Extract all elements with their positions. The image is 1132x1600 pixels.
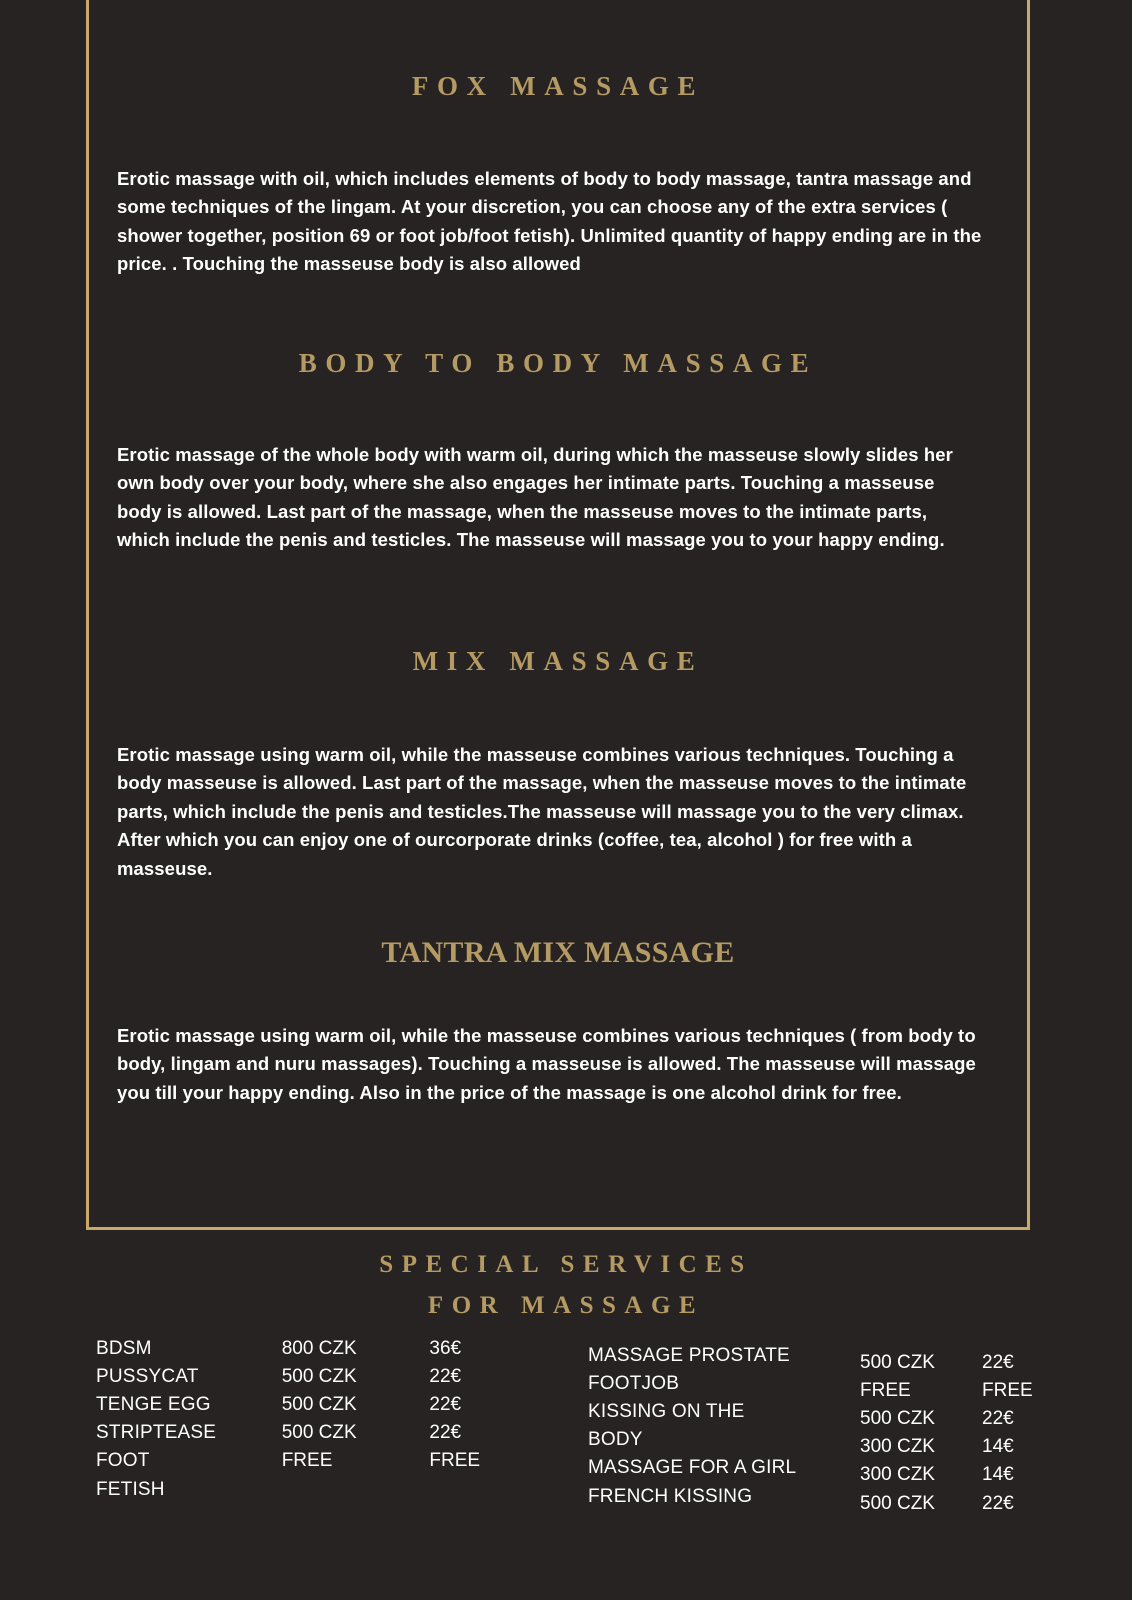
service-price-eur: 22€ (982, 1408, 1014, 1430)
service-price-czk: 300 CZK (860, 1464, 935, 1486)
service-price-czk: 500 CZK (860, 1352, 935, 1373)
service-price-eur: 22€ (429, 1394, 462, 1416)
service-name: MASSAGE PROSTATE (588, 1345, 790, 1366)
service-name: PUSSYCAT (96, 1366, 199, 1388)
special-services-heading-line2: FOR MASSAGE (427, 1291, 705, 1319)
service-price-eur: 22€ (429, 1366, 462, 1388)
table-row (96, 1447, 556, 1475)
price-table-left-column (96, 1335, 556, 1504)
section-title-fox-massage: FOX MASSAGE (411, 71, 705, 101)
special-services-price-area (0, 1335, 1132, 1565)
table-row (96, 1419, 556, 1447)
service-price-eur: 22€ (982, 1352, 1014, 1373)
service-price-czk: 500 CZK (281, 1394, 357, 1416)
service-name: FOOTJOB (588, 1373, 680, 1395)
service-price-eur: 14€ (982, 1464, 1014, 1486)
service-price-czk: 500 CZK (860, 1492, 935, 1514)
section-text-body-to-body-massage: Erotic massage of the whole body with warm oil, during which the masseuse slowly slides her own body over your body, where she also engages her intimate parts. Touching a masseuse body is allowed. Last part of the massage, when the masseuse moves to the intimate parts, which include the penis and testicles. The masseuse will massage you to your happy ending. (117, 444, 953, 551)
service-price-czk: 500 CZK (281, 1422, 357, 1444)
price-table-right (588, 1342, 1058, 1514)
section-title-mix-massage: MIX MASSAGE (412, 646, 704, 676)
service-price-czk: FREE (281, 1450, 333, 1472)
service-price-czk: FREE (860, 1380, 911, 1402)
service-price-czk (282, 1476, 430, 1504)
service-name: TENGE EGG (96, 1394, 211, 1416)
service-name: KISSING ON THE (588, 1401, 745, 1423)
service-name: FOOT (96, 1450, 150, 1472)
section-title-tantra-mix-massage: TANTRA MIX MASSAGE (381, 936, 735, 969)
service-price-eur: 22€ (429, 1422, 462, 1444)
service-name: FRENCH KISSING (588, 1485, 753, 1507)
services-panel (86, 0, 1030, 1230)
section-text-fox-massage: Erotic massage with oil, which includes elements of body to body massage, tantra massage and some techniques of the lingam. At your discretion, you can choose any of the extra services ( shower together, position 69 or foot job/foot fetish). Unlimited quantity of happy ending are in the price. . Touching the masseuse body is also allowed (117, 168, 982, 275)
price-table-right-column (588, 1342, 1058, 1514)
special-services-heading (0, 1245, 1132, 1326)
service-price-czk: 500 CZK (860, 1408, 935, 1430)
price-table-left (96, 1335, 556, 1504)
section-title-body-to-body-massage: BODY TO BODY MASSAGE (298, 348, 818, 378)
services-panel-inner (89, 0, 1027, 1227)
table-row (96, 1335, 556, 1363)
service-name: MASSAGE FOR A GIRL (588, 1457, 797, 1479)
service-price-eur: FREE (429, 1450, 481, 1472)
service-name: STRIPTEASE (96, 1422, 217, 1444)
service-name: BODY (588, 1429, 643, 1451)
service-price-eur: 22€ (982, 1492, 1014, 1514)
service-price-czk: 300 CZK (860, 1436, 935, 1458)
table-row (96, 1363, 556, 1391)
section-text-mix-massage: Erotic massage using warm oil, while the masseuse combines various techniques. Touching a body masseuse is allowed. Last part of the massage, when the masseuse moves to the intimate parts, which include the penis and testicles.The masseuse will massage you to the very climax. After which you can enjoy one of ourcorporate drinks (coffee, tea, alcohol ) for free with a masseuse. (117, 744, 967, 879)
service-name: FETISH (96, 1478, 165, 1500)
table-row (96, 1391, 556, 1419)
service-price-eur: 14€ (982, 1436, 1014, 1458)
service-price-eur: 36€ (429, 1338, 462, 1359)
service-price-czk: 500 CZK (281, 1366, 357, 1388)
service-price-eur (429, 1476, 556, 1504)
section-text-tantra-mix-massage: Erotic massage using warm oil, while the masseuse combines various techniques ( from body to body, lingam and nuru massages). Touching a masseuse is allowed. The masseuse will massage you till your happy ending. Also in the price of the massage is one alcohol drink for free. (117, 1025, 976, 1103)
table-row (96, 1476, 556, 1504)
service-name: BDSM (96, 1338, 152, 1359)
table-row (588, 1342, 1058, 1370)
special-services-heading-line1: SPECIAL SERVICES (379, 1251, 753, 1278)
service-price-eur: FREE (982, 1380, 1033, 1402)
service-price-czk: 800 CZK (281, 1338, 357, 1359)
